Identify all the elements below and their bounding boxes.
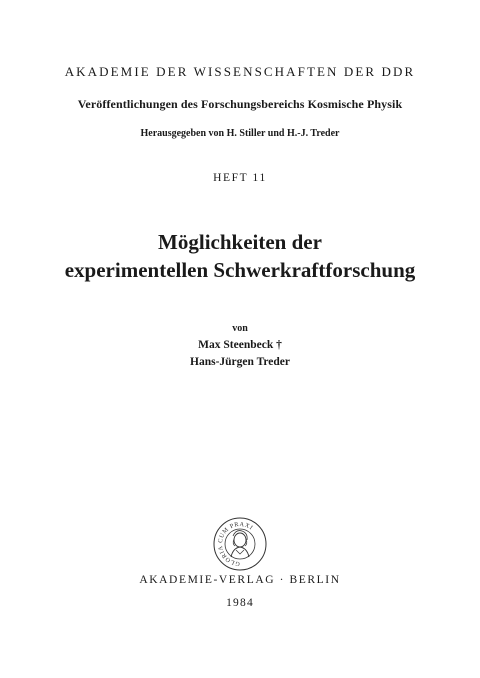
publisher: AKADEMIE-VERLAG · BERLIN (139, 574, 341, 586)
by-label: von (232, 323, 248, 334)
author-2: Hans-Jürgen Treder (190, 356, 290, 368)
book-title-line-1: Möglichkeiten der (158, 230, 322, 254)
academy-name: AKADEMIE DER WISSENSCHAFTEN DER DDR (64, 64, 416, 79)
svg-text:GLORIA CUM PRAXI: GLORIA CUM PRAXI (216, 520, 255, 568)
publisher-seal-icon (212, 516, 268, 572)
book-title-line-2: experimentellen Schwerkraftforschung (64, 258, 416, 282)
editors-line: Herausgegeben von H. Stiller und H.-J. Treder (140, 128, 340, 139)
publication-year: 1984 (226, 597, 254, 609)
series-title: Veröffentlichungen des Forschungsbereichs Kosmische Physik (77, 97, 403, 111)
issue-number: HEFT 11 (213, 172, 267, 184)
author-1: Max Steenbeck † (198, 339, 282, 351)
